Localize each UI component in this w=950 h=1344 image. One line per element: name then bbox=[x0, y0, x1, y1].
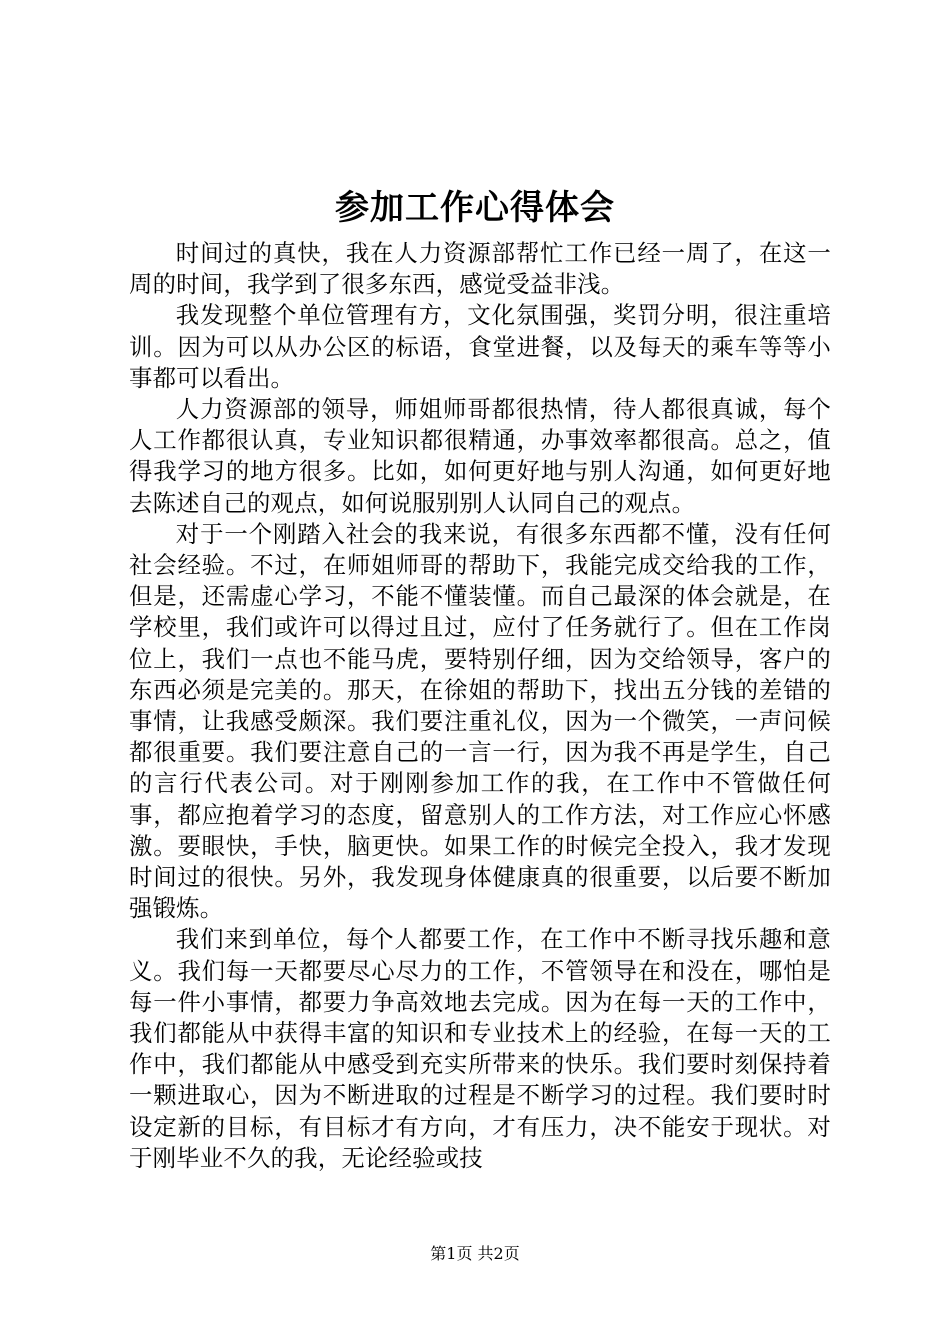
paragraph-4: 对于一个刚踏入社会的我来说，有很多东西都不懂，没有任何社会经验。不过，在师姐师哥的帮助下，我能完成交给我的工作，但是，还需虚心学习，不能不懂装懂。而自己最深的体会就是，在学校里，我们或许可以得过且过，应付了任务就行了。但在工作岗位上，我们一点也不能马虎，要特别仔细，因为交给领导，客户的东西必须是完美的。那天，在徐姐的帮助下，找出五分钱的差错的事情，让我感受颇深。我们要注重礼仪，因为一个微笑，一声问候都很重要。我们要注意自己的一言一行，因为我不再是学生，自己的言行代表公司。对于刚刚参加工作的我，在工作中不管做任何事，都应抱着学习的态度，留意别人的工作方法，对工作应心怀感激。要眼快，手快，脑更快。如果工作的时候完全投入，我才发现时间过的很快。另外，我发现身体健康真的很重要，以后要不断加强锻炼。 bbox=[129, 519, 831, 923]
document-title: 参加工作心得体会 bbox=[335, 188, 615, 228]
paragraph-1: 时间过的真快，我在人力资源部帮忙工作已经一周了，在这一周的时间，我学到了很多东西，感觉受益非浅。 bbox=[129, 239, 831, 299]
paragraph-5: 我们来到单位，每个人都要工作，在工作中不断寻找乐趣和意义。我们每一天都要尽心尽力的工作，不管领导在和没在，哪怕是每一件小事情，都要力争高效地去完成。因为在每一天的工作中，我们都能从中获得丰富的知识和专业技术上的经验，在每一天的工作中，我们都能从中感受到充实所带来的快乐。我们要时刻保持着一颗进取心，因为不断进取的过程是不断学习的过程。我们要时时设定新的目标，有目标才有方向，才有压力，决不能安于现状。对于刚毕业不久的我，无论经验或技 bbox=[129, 925, 831, 1172]
document-body bbox=[129, 238, 831, 1174]
paragraph-3: 人力资源部的领导，师姐师哥都很热情，待人都很真诚，每个人工作都很认真，专业知识都很精通，办事效率都很高。总之，值得我学习的地方很多。比如，如何更好地与别人沟通，如何更好地去陈述自己的观点，如何说服别别人认同自己的观点。 bbox=[129, 395, 831, 517]
page-number-footer: 第1页 共2页 bbox=[430, 1244, 520, 1263]
paragraph-2: 我发现整个单位管理有方，文化氛围强，奖罚分明，很注重培训。因为可以从办公区的标语，食堂进餐，以及每天的乘车等等小事都可以看出。 bbox=[129, 301, 831, 392]
